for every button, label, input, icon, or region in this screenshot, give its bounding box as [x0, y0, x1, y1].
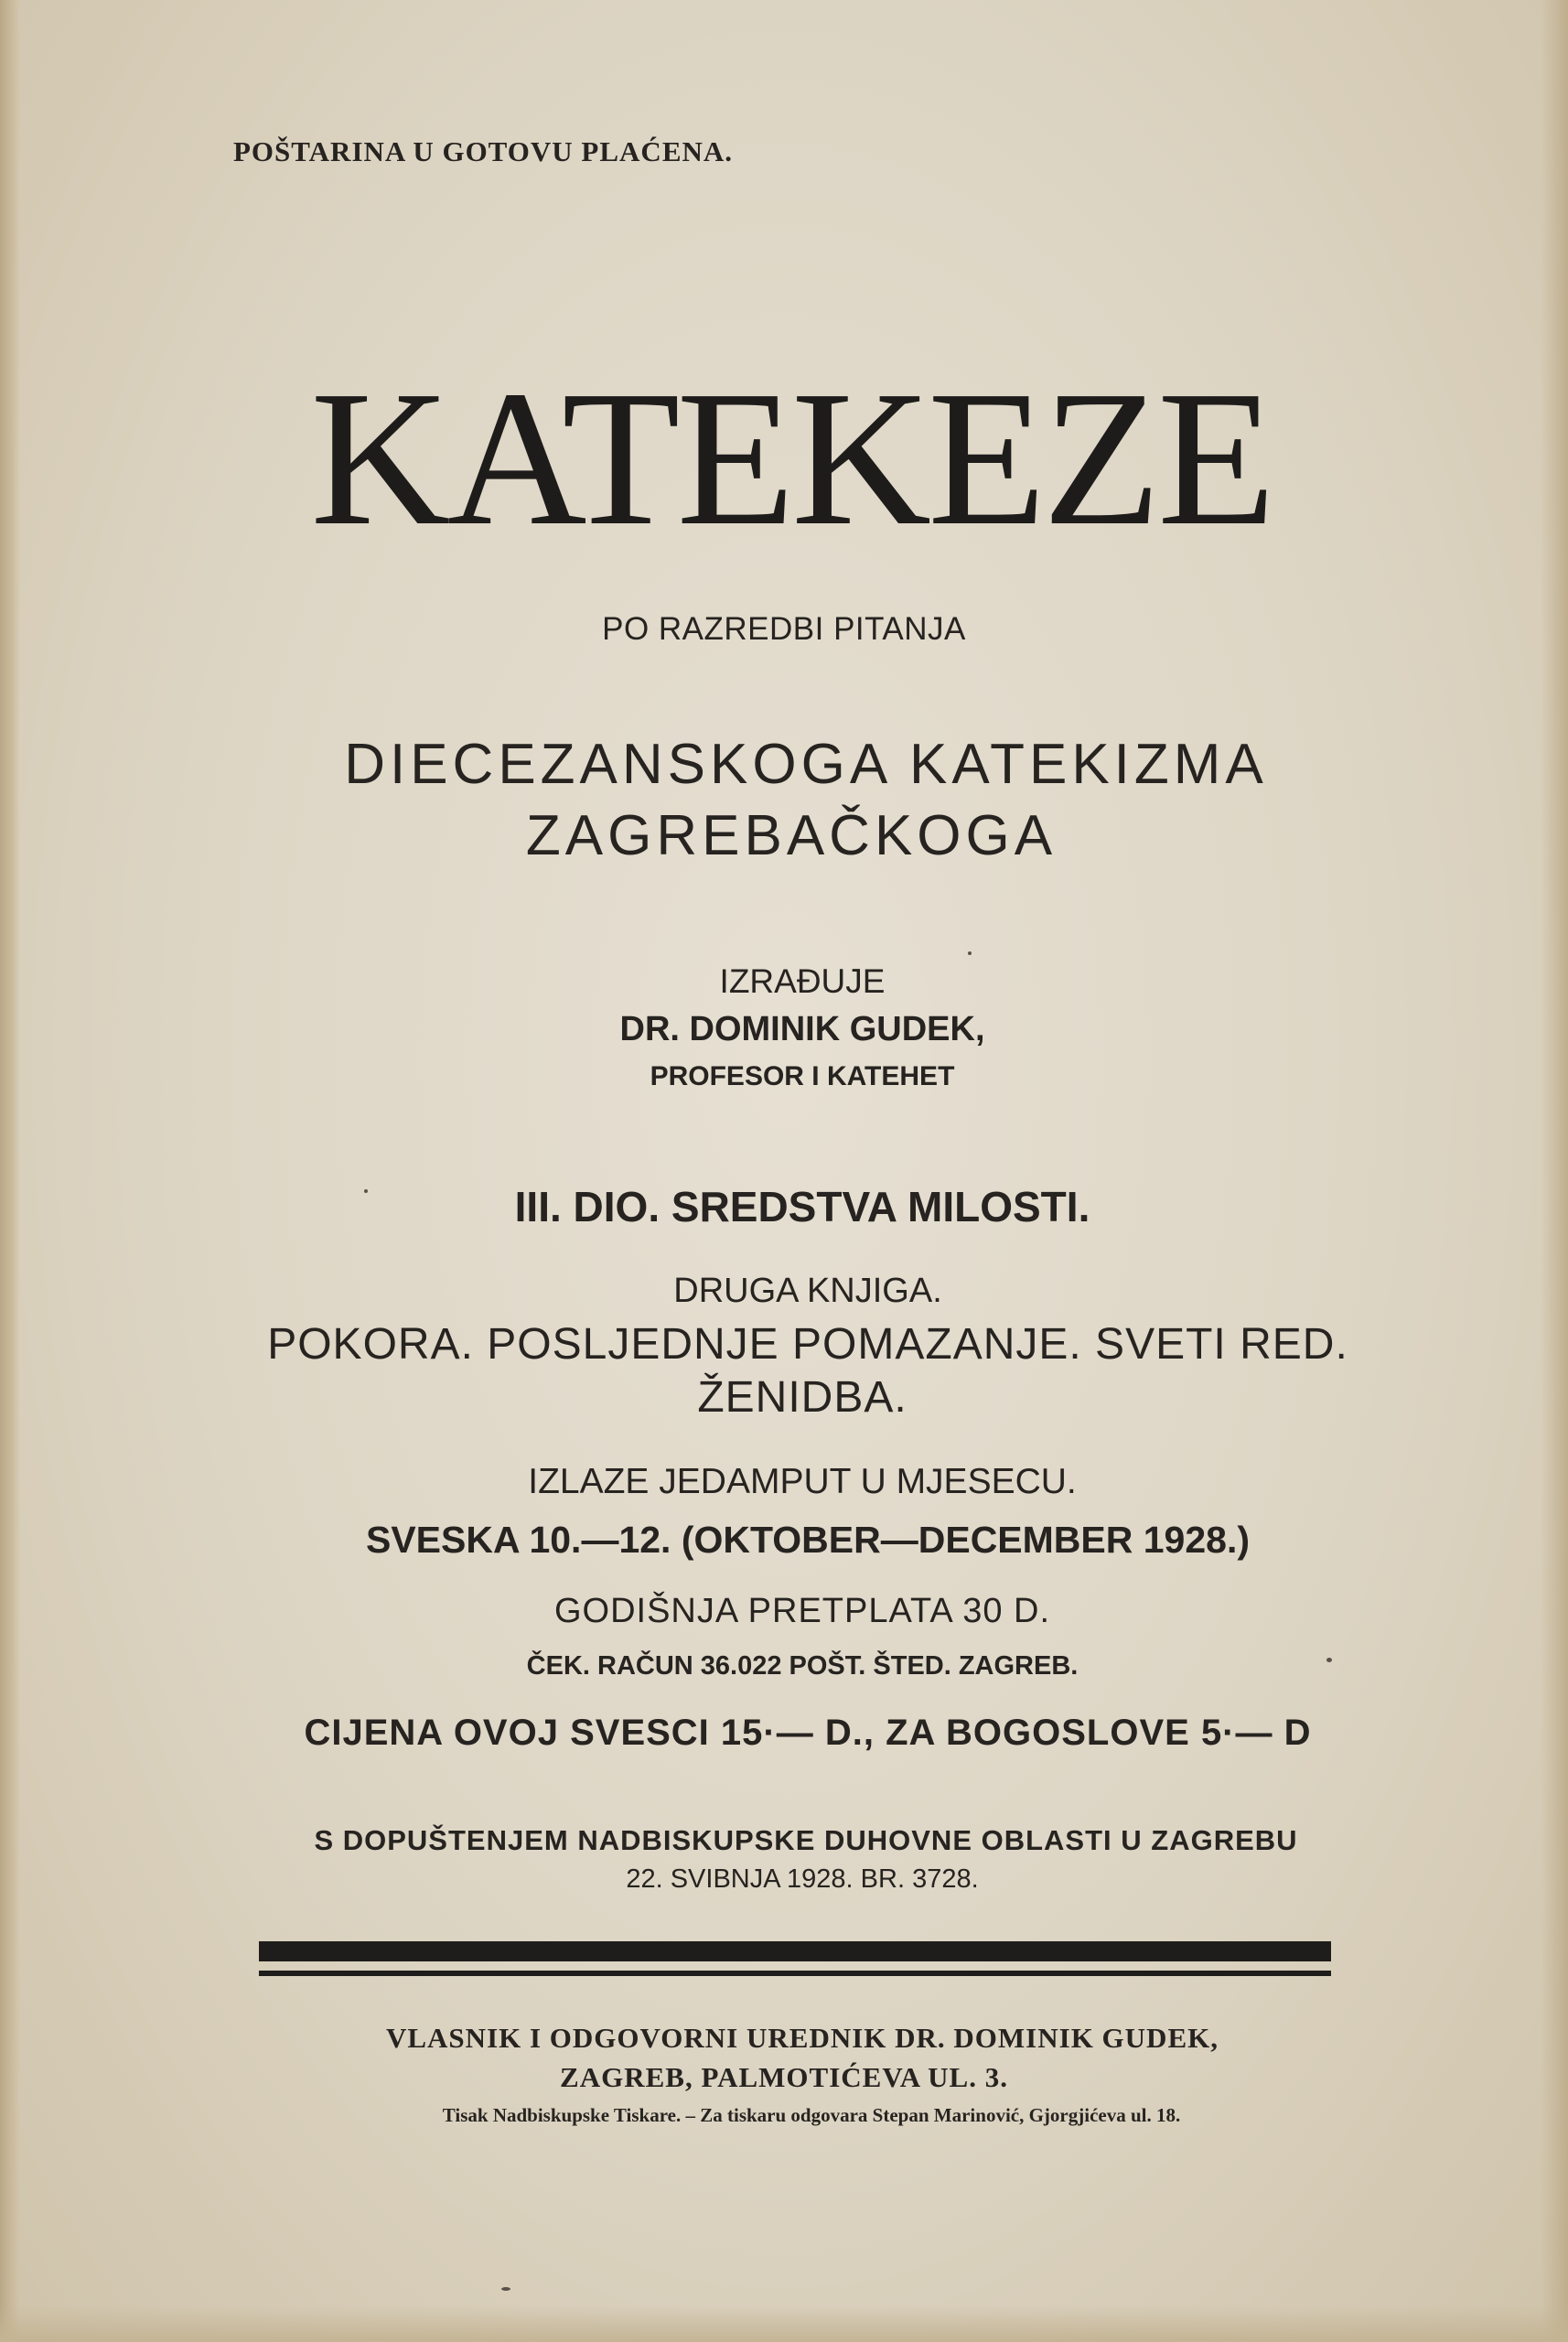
- permission-line-1: S DOPUŠTENJEM NADBISKUPSKE DUHOVNE OBLASTI U ZAGREBU: [314, 1824, 1298, 1856]
- paper-speck: [501, 2287, 510, 2291]
- permission-line-2: 22. SVIBNJA 1928. BR. 3728.: [626, 1864, 979, 1894]
- book-contents-line-1: POKORA. POSLJEDNJE POMAZANJE. SVETI RED.: [267, 1320, 1348, 1369]
- owner-line-2: ZAGREB, PALMOTIĆEVA UL. 3.: [560, 2061, 1008, 2093]
- owner-line-1: VLASNIK I ODGOVORNI UREDNIK DR. DOMINIK GUDEK,: [385, 2022, 1219, 2054]
- book-label: DRUGA KNJIGA.: [673, 1272, 942, 1310]
- paper-speck: [1326, 1658, 1332, 1662]
- author-name: DR. DOMINIK GUDEK,: [619, 1010, 985, 1048]
- postage-note: POŠTARINA U GOTOVU PLAĆENA.: [233, 135, 734, 167]
- book-contents-line-2: ŽENIDBA.: [697, 1373, 908, 1422]
- issue-price: CIJENA OVOJ SVESCI 15·— D., ZA BOGOSLOVE 5·— D: [304, 1713, 1312, 1753]
- document-title: KATEKEZE: [310, 350, 1273, 565]
- aged-bottom-edge: [0, 2305, 1568, 2342]
- credit-label: IZRAĐUJE: [719, 962, 886, 1000]
- subtitle-line-2: DIECEZANSKOGA KATEKIZMA: [344, 733, 1268, 796]
- account-number: ČEK. RAČUN 36.022 POŠT. ŠTED. ZAGREB.: [526, 1651, 1079, 1681]
- part-heading: III. DIO. SREDSTVA MILOSTI.: [514, 1183, 1090, 1230]
- issue-range: SVESKA 10.—12. (OKTOBER—DECEMBER 1928.): [365, 1519, 1251, 1561]
- publication-frequency: IZLAZE JEDAMPUT U MJESECU.: [528, 1462, 1077, 1501]
- aged-right-edge: [1541, 0, 1568, 2342]
- divider-thick: [259, 1941, 1331, 1961]
- divider-thin: [259, 1971, 1331, 1976]
- aged-left-edge: [0, 0, 20, 2342]
- paper-speck: [968, 951, 972, 955]
- subscription-price: GODIŠNJA PRETPLATA 30 D.: [553, 1592, 1051, 1630]
- subtitle-line-3: ZAGREBAČKOGA: [525, 804, 1058, 867]
- author-role: PROFESOR I KATEHET: [650, 1061, 955, 1091]
- paper-speck: [364, 1189, 368, 1193]
- printer-note: Tisak Nadbiskupske Tiskare. – Za tiskaru odgovara Stepan Marinović, Gjorgjićeva ul. 18.: [442, 2104, 1181, 2126]
- subtitle-line-1: PO RAZREDBI PITANJA: [602, 611, 966, 647]
